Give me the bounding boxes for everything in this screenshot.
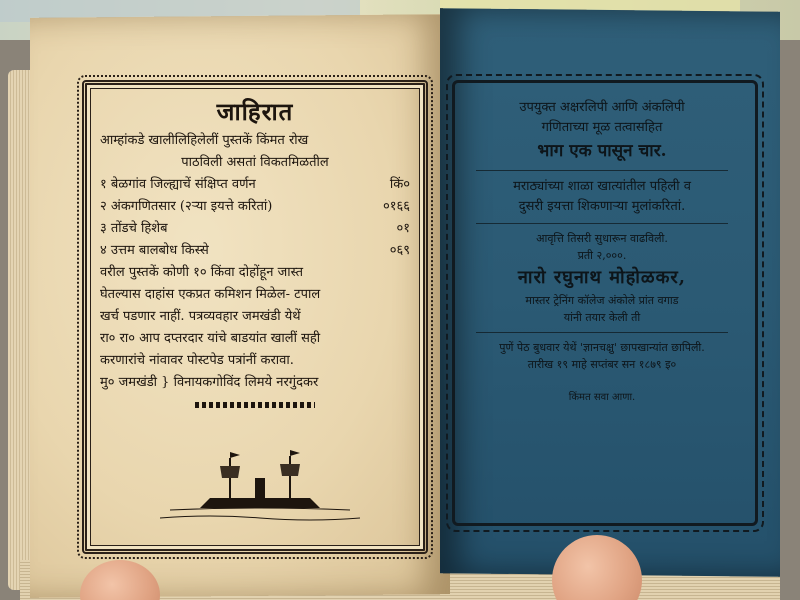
press-line: पुणें पेठ बुधवार येथें 'ज्ञानचक्षु' छापखान्यांत छापिली. [499,341,705,354]
note-line: घेतल्यास दाहांस एकप्रत कमिशन मिळेल- टपाल [100,287,321,302]
author-description: मास्तर ट्रेनिंग कॉलेज अंकोले प्रांत वगाड [525,294,679,307]
press-line: तारीख १९ माहे सप्तंबर सन १८७९ इ० [527,358,677,371]
subtitle-line: गणिताच्या मूळ तत्वासहित [541,120,663,135]
author-description: यांनी तयार केली ती [563,311,641,324]
book-title: ४ उत्तम बालबोध किस्से [100,243,209,258]
divider [476,332,728,333]
intro-line: आम्हांकडे खालीलिहिलेलीं पुस्तकें किंमत रोख [100,133,309,148]
copies-line: प्रती २,०००. [577,249,627,262]
ornamental-divider [195,402,315,408]
intro-line: पाठविली असतां विकतमिळतील [181,155,329,170]
note-line: करणारांचे नांवावर पोस्टपेड पत्रांनीं करावा. [100,353,294,368]
book-list-item [100,174,410,196]
divider [476,223,728,224]
note-line: वरील पुस्तकें कोणी १० किंवा दोहोंहून जास्त [100,265,304,280]
book-list-item [100,218,410,240]
purpose-line: मराठ्यांच्या शाळा खात्यांतील पहिली व [513,179,691,194]
advertisement-title: जाहिरात [216,97,294,126]
subtitle-line: उपयुक्त अक्षरलिपी आणि अंकलिपी [519,100,685,115]
purpose-line: दुसरी इयत्ता शिकणाऱ्या मुलांकरितां. [518,199,686,214]
book-price: ०१६६ [382,199,410,214]
book-title: २ अंकगणितसार (२ऱ्या इयत्ते करितां) [100,199,273,214]
advertisement-text [100,95,410,408]
note-line: रा० रा० आप दप्तरदार यांचे बाडयांत खालीं सही [100,331,321,346]
steamship-illustration [160,448,360,528]
book-list-item [100,196,410,218]
book-price: किं० [389,177,410,192]
note-line: खर्च पडणार नाहीं. पत्रव्यवहार जमखंडी येथें [100,309,301,324]
price-line: किंमत सवा आणा. [568,392,636,403]
book-title: ३ तोंडचे हिशेब [100,221,168,236]
book-title: १ बेळगांव जिल्ह्याचें संक्षिप्त वर्णन [100,177,256,192]
title-page-text [456,98,748,406]
edition-line: आवृत्ति तिसरी सुधारून वाढविली. [536,232,668,245]
author-name: नारो रघुनाथ मोहोळकर, [517,267,687,288]
signature-line: मु० जमखंडी } विनायकगोविंद लिमये नरगुंदकर [100,375,319,390]
book-price: ०१ [396,221,410,236]
divider [476,170,728,171]
book-price: ०६९ [389,243,410,258]
book-list-item [100,240,410,262]
book-heading: भाग एक पासून चार. [537,141,667,161]
